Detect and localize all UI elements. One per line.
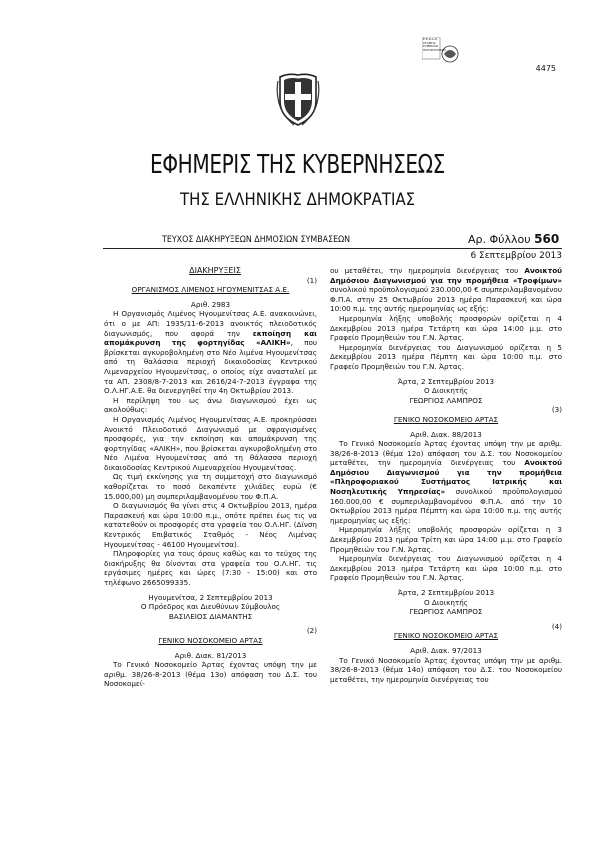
gazette-subtitle: ΤΗΣ ΕΛΛΗΝΙΚΗΣ ΔΗΜΟΚΡΑΤΙΑΣ (179, 190, 416, 210)
signatory-name: ΓΕΩΡΓΙΟΣ ΛΑΜΠΡΟΣ (409, 607, 483, 617)
paragraph: Το Γενικό Νοσοκομείο Άρτας έχοντας υπόψη την με αριθμ. 38/26-8-2013 (θέμα 14ο) απόφαση του Δ.Σ. του Νοσοκομείου μεταθέτει, την ημερομηνία διενέργειας του (330, 655, 562, 684)
stamp-line: ΠΙΣΤΟΠΟΙΗΣΗΣ (423, 47, 447, 52)
gazette-title: ΕΦΗΜΕΡΙΣ ΤΗΣ ΚΥΒΕΡΝΗΣΕΩΣ (150, 150, 445, 180)
certification-stamp (422, 37, 460, 67)
notice-number: (2) (306, 626, 317, 636)
organization-name: ΓΕΝΙΚΟ ΝΟΣΟΚΟΜΕΙΟ ΑΡΤΑΣ (393, 631, 499, 641)
paragraph: Το Γενικό Νοσοκομείο Άρτας έχοντας υπόψη την με αριθμ. 38/26-8-2013 (θέμα 13ο) απόφαση του Δ.Σ. του Νοσοκομεί- (104, 660, 317, 689)
organization-name: ΟΡΓΑΝΙΣΜΟΣ ΛΙΜΕΝΟΣ ΗΓΟΥΜΕΝΙΤΣΑΣ Α.Ε. (131, 285, 290, 295)
issue-type: ΤΕΥΧΟΣ ΔΙΑΚΗΡΥΞΕΩΝ ΔΗΜΟΣΙΩΝ ΣΥΜΒΑΣΕΩΝ (162, 235, 351, 245)
page-number: 4475 (535, 64, 556, 73)
stamp-line: ΣΥΜΒΟΛΟ (423, 44, 439, 49)
sheet-label: Αρ. Φύλλου (468, 233, 531, 246)
sheet-number-value: 560 (534, 232, 560, 246)
notice-number: (4) (551, 621, 562, 631)
notice-reference: Αριθ. Διακ. 97/2013 (410, 645, 482, 655)
stamp-line: ΣΤΑΜΠΑ (423, 40, 436, 45)
signatory-role: Ο Διοικητής (423, 597, 468, 607)
signatory-role: Ο Πρόεδρος και Διευθύνων Σύμβουλος (140, 602, 281, 612)
section-title: ΔΙΑΚΗΡΥΞΕΙΣ (189, 266, 241, 275)
notice-reference: Αριθ. Διακ. 81/2013 (174, 650, 247, 660)
paragraph: ου μεταθέτει, την ημερομηνία διενέργειας του Ανοικτού Δημόσιου Διαγωνισμού για την προμήθεια «Τροφίμων» συνολικού προϋπολογισμού 230.000,00 € συμπεριλαμβανομένου Φ.Π.Α. στην 25 Οκτωβρίου 2013 ημέρα Παρασκευή και ώρα 10:00 π.μ. της αυτής ημερομηνίας ως εξής: (330, 266, 562, 314)
notice-reference: Αριθ. Διακ. 88/2013 (410, 429, 482, 439)
paragraph: Η Οργανισμός Λιμένος Ηγουμενίτσας Α.Ε. προκηρύσσει Ανοικτό Πλειοδοτικό Διαγωνισμό με σφραγισμένες προσφορές, για την εκποίηση και απομάκρυνση της φορτηγίδας «ΑΛΙΚΗ», που βρίσκεται αγκυροβολημένη στο Νέο Λιμένα Ηγουμενίτσας από τη θάλασσα περιοχή δικαιοδοσίας Κεντρικού Λιμεναρχείου Ηγουμενίτσας. (104, 414, 317, 472)
place-date: Άρτα, 2 Σεπτεμβρίου 2013 (397, 376, 495, 386)
place-date: Ηγουμενίτσα, 2 Σεπτεμβρίου 2013 (148, 592, 273, 602)
left-column (104, 266, 317, 689)
issue-date: 6 Σεπτεμβρίου 2013 (470, 251, 562, 261)
paragraph: Ως τιμή εκκίνησης για τη συμμετοχή στο διαγωνισμό καθορίζεται το ποσό δεκαπέντε χιλιάδες ευρώ (€ 15.000,00) μη συμπεριλαμβανομένου του Φ.Π.Α. (104, 472, 317, 501)
notice-number: (3) (551, 405, 562, 415)
paragraph: Η Οργανισμός Λιμένος Ηγουμενίτσας Α.Ε. ανακοινώνει, ότι ο με ΑΠ: 1935/11-6-2013 ανοικτός πλειοδοτικός διαγωνισμός, που αφορά την εκποίηση και απομάκρυνση της φορτηγίδας «ΑΛΙΚΗ», που βρίσκεται αγκυροβολημένη στο Νέο λιμένα Ηγουμενίτσας από τη θαλάσσια περιοχή δικαιοδοσίας Κεντρικού Λιμεναρχείου Ηγουμενίτσας, ο οποίος είχε ανασταλεί με τα ΑΠ. 2308/8-7-2013 και 2616/24-7-2013 έγγραφα της Ο.Λ.ΗΓ.Α.Ε. θα διενεργηθεί την 4η Οκτωβρίου 2013. (104, 309, 318, 396)
place-date: Άρτα, 2 Σεπτεμβρίου 2013 (397, 588, 495, 597)
signatory-role: Ο Διοικητής (423, 386, 468, 396)
stamp-text (423, 38, 446, 52)
signatory-name: ΒΑΣΙΛΕΙΟΣ ΔΙΑΜΑΝΤΗΣ (168, 611, 253, 621)
notice-number: (1) (306, 275, 317, 285)
paragraph: Ημερομηνία διενέργειας του Διαγωνισμού ορίζεται η 4 Δεκεμβρίου 2013 ημέρα Τετάρτη και ώρα 10:00 π.μ. στο Γραφείο Προμηθειών του Γ.Ν. Άρτας. (330, 554, 562, 583)
paragraph: Πληροφορίες για τους όρους καθώς και το τεύχος της διακήρυξης θα δίνονται στα γραφεία του Ο.Λ.ΗΓ. τις εργάσιμες ημέρες και ώρες (7:30 - 15:00) και στο τηλέφωνο 2665099335. (104, 549, 317, 587)
paragraph: Ημερομηνία διενέργειας του Διαγωνισμού ορίζεται η 5 Δεκεμβρίου 2013 ημέρα Πέμπτη και ώρα 10:00 π.μ. στο Γραφείο Προμηθειών του Γ.Ν. Άρτας. (330, 342, 562, 371)
sheet-number (468, 232, 559, 246)
stamp-line: Ε.Ε.Κ.Α.Π. (423, 37, 438, 41)
paragraph: Ημερομηνία λήξης υποβολής προσφορών ορίζεται η 3 Δεκεμβρίου 2013 ημέρα Τρίτη και ώρα 14:00 μ.μ. στο Γραφείο Προμηθειών του Γ.Ν. Άρτας. (330, 525, 562, 554)
paragraph: Η περίληψη του ως άνω διαγωνισμού έχει ως ακολούθως: (104, 395, 317, 415)
right-column (330, 266, 562, 684)
paragraph: Το Γενικό Νοσοκομείο Άρτας έχοντας υπόψη την με αριθμ. 38/26-8-2013 (θέμα 12ο) απόφαση του Δ.Σ. του Νοσοκομείου μεταθέτει, την ημερομηνία διενέργειας του Ανοικτού Δημόσιου Διαγωνισμού για την προμήθεια «Πληροφοριακού Συστήματος Ιατρικής και Νοσηλευτικής Υπηρεσίας» συνολικού προϋπολογισμού 160.000,00 € συμπεριλαμβανομένου Φ.Π.Α. από την 10 Οκτωβρίου 2013 ημέρα Πέμπτη και ώρα 10:00 π.μ. της αυτής ημερομηνίας ως εξής: (330, 439, 562, 525)
paragraph: Ο διαγωνισμός θα γίνει στις 4 Οκτωβρίου 2013, ημέρα Παρασκευή και ώρα 10:00 π.μ., οπότε πρέπει έως τις να κατατεθούν οι προσφορές στα γραφεία του Ο.Λ.ΗΓ. (Δίνση Κεντρικός Επιβατικός Σταθμός - Νέος Λιμένας Ηγουμενίτσας - 46100 Ηγουμενίτσα). (104, 501, 317, 549)
paragraph: Ημερομηνία λήξης υποβολής προσφορών ορίζεται η 4 Δεκεμβρίου 2013 ημέρα Τετάρτη και ώρα 14:00 μ.μ. στο Γραφείο Προμηθειών του Γ.Ν. Άρτας. (330, 313, 562, 343)
greek-coat-of-arms-icon (276, 71, 320, 127)
organization-name: ΓΕΝΙΚΟ ΝΟΣΟΚΟΜΕΙΟ ΑΡΤΑΣ (393, 414, 499, 424)
notice-reference: Αριθ. 2983 (190, 299, 231, 309)
header-divider (103, 248, 562, 249)
signatory-name: ΓΕΩΡΓΙΟΣ ΛΑΜΠΡΟΣ (409, 395, 483, 405)
organization-name: ΓΕΝΙΚΟ ΝΟΣΟΚΟΜΕΙΟ ΑΡΤΑΣ (158, 635, 263, 645)
